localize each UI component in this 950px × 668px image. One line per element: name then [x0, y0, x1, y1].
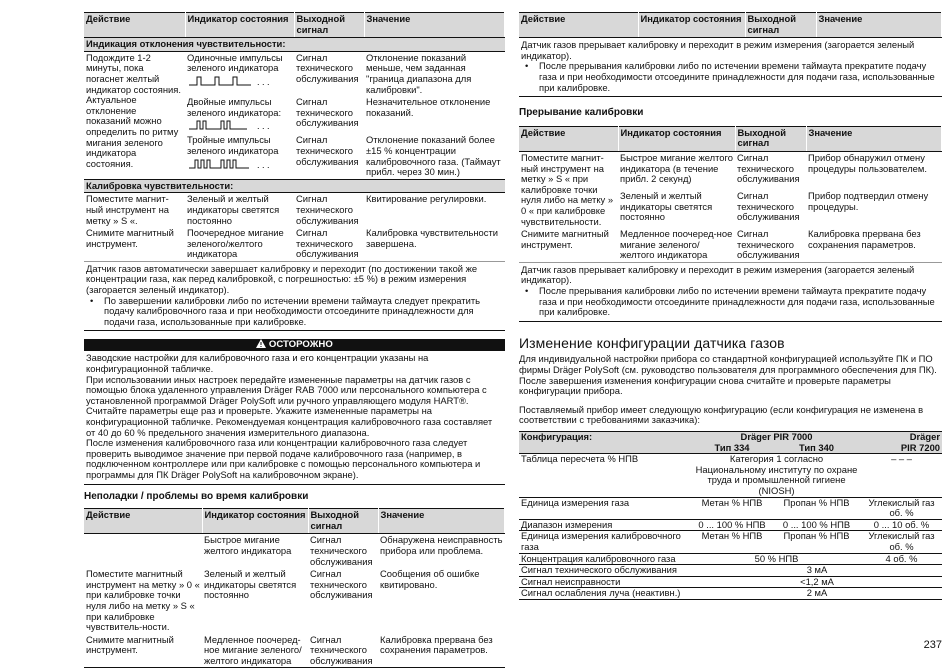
interrupt-action-3: Снимите магнитный инструмент.	[521, 228, 609, 250]
interrupt-indicator-1: Быстрое мигание желтого индикатора (в течение прибл. 2 секунд)	[620, 151, 733, 185]
cfg-c3-4: 4 об. %	[861, 553, 942, 565]
cal-action-1: Поместите магнит-ный инструмент на метку » S «.	[86, 193, 169, 226]
cal-signal-2: Сигнал технического обслуживания	[296, 227, 359, 260]
cfg-c3-0: – – –	[861, 454, 942, 497]
calibration-indication-table	[84, 12, 505, 331]
warning-paragraph-3: После изменения калибровочного газа или концентрации калибровочного газа следует проверить выводимое значение при первой подаче калибровочного газа (например, в подключенном контроллере или при калибровке с помощью персонального компьютера и программы для ПК Dräger PolySoft на калибровочном экране).	[86, 437, 481, 480]
troubles-header-signal: Выходной сигнал	[308, 509, 378, 534]
signal-1: Сигнал технического обслуживания	[296, 51, 359, 84]
troubles-meaning-2: Сообщения об ошибке квитировано.	[380, 568, 480, 590]
cfg-c1-1: Метан % НПВ	[692, 497, 772, 519]
cal-meaning-2: Калибровка чувствительности завершена.	[366, 227, 498, 249]
troubles-header-indicator: Индикатор состояния	[202, 509, 308, 534]
svg-text:. . .: . . .	[257, 159, 270, 170]
warning-header	[84, 339, 505, 351]
cont-header-indicator: Индикатор состояния	[638, 13, 745, 38]
section-calibration: Калибровка чувствительности:	[84, 179, 505, 193]
cont-note: Датчик газов прерывает калибровку и переходит в режим измерения (загорается зеленый индикатор). • После прерывания калибровки либо по истечении времени таймаута прекратите подачу газа и при необходимости отсоедините принадлежности для подачи газа, использованные при калибровке.	[519, 38, 942, 97]
config-header-spacer	[519, 443, 692, 454]
left-column	[84, 0, 505, 668]
warning-title: ОСТОРОЖНО	[268, 339, 333, 351]
cal-indicator-1: Зеленый и желтый индикаторы светятся постоянно	[187, 193, 280, 226]
config-table	[519, 431, 942, 600]
interrupt-header-signal: Выходной сигнал	[735, 126, 806, 151]
troubles-signal-2: Сигнал технического обслуживания	[310, 568, 373, 601]
right-column	[519, 0, 942, 600]
pir7200-header-b: PIR 7200	[861, 443, 942, 454]
troubles-heading: Неполадки / проблемы во время калибровки	[84, 490, 309, 502]
cal-indicator-2: Поочередное мигание зеленого/желтого индикатора	[187, 227, 284, 260]
interrupt-signal-2: Сигнал технического обслуживания	[737, 190, 800, 223]
cfg-c1-3: Метан % НПВ	[692, 531, 772, 553]
cfg-label-6: Сигнал неисправности	[519, 576, 692, 588]
cal-meaning-1: Квитирование регулировки.	[366, 193, 487, 205]
header-meaning: Значение	[364, 13, 505, 38]
header-signal: Выходной сигнал	[294, 13, 364, 38]
cfg-c3-3: Углекислый газ об. %	[861, 531, 942, 553]
cfg-label-0: Таблица пересчета % НПВ	[519, 454, 692, 497]
cont-bullet: • После прерывания калибровки либо по истечении времени таймаута прекратите подачу газа и при необходимости отсоедините принадлежности для подачи газа, использованные при калибровке.	[535, 61, 940, 93]
interrupt-header-action: Действие	[519, 126, 618, 151]
cfg-c2-1: Пропан % НПВ	[772, 497, 861, 519]
cal-signal-1: Сигнал технического обслуживания	[296, 193, 359, 226]
interrupt-signal-1: Сигнал технического обслуживания	[737, 151, 800, 185]
interrupt-header-indicator: Индикатор состояния	[618, 126, 735, 151]
config-heading: Изменение конфигурации датчика газов	[519, 334, 785, 351]
meaning-1: Отклонение показаний меньше, чем заданная "граница диапазона для калибровки".	[366, 51, 472, 95]
pir7000-header: Dräger PIR 7000	[692, 432, 861, 443]
interrupt-header-meaning: Значение	[806, 126, 942, 151]
cfg-all-5: 3 мА	[692, 565, 942, 577]
cfg-c3-2: 0 ... 10 об. %	[861, 519, 942, 531]
type340-header: Тип 340	[772, 443, 861, 454]
double-pulse-icon	[187, 119, 292, 131]
single-pulse-icon	[187, 75, 292, 87]
calibration-note: Датчик газов автоматически завершает калибровку и переходит (по достижении такой же концентрации газа, как перед калибровкой, с погрешностью: ±5 %) в режим измерения (загорается зеленый индикатор). • По завершении калибровки либо по истечении времени таймаута следует прекратить подачу калибровочного газа и при необходимости отсоедините принадлежности для подачи газа, использованные при калибровке.	[84, 261, 505, 331]
troubles-indicator-2: Зеленый и желтый индикаторы светятся постоянно	[204, 568, 297, 601]
troubles-indicator-1: Быстрое мигание желтого индикатора	[204, 534, 292, 556]
svg-text:. . .: . . .	[257, 76, 270, 87]
meaning-3: Отклонение показаний более ±15 % концентрации калибровочного газа. (Таймаут прибл. через 30 мин.)	[366, 134, 501, 178]
cfg-label-2: Диапазон измерения	[519, 519, 692, 531]
cfg-label-5: Сигнал технического обслуживания	[519, 565, 692, 577]
header-indicator: Индикатор состояния	[185, 13, 294, 38]
triple-pulse-icon	[187, 158, 292, 170]
config-paragraph-2: Поставляемый прибор имеет следующую конфигурацию (если конфигурация не изменена в соответствии с требованиями заказчика):	[519, 403, 924, 426]
header-action: Действие	[84, 13, 185, 38]
type334-header: Тип 334	[692, 443, 772, 454]
calibration-bullet: • По завершении калибровки либо по истечении времени таймаута следует прекратить подачу калибровочного газа и при необходимости отсоедините принадлежности для подачи газа, использованные при калибровке.	[100, 296, 503, 328]
troubles-meaning-3: Калибровка прервана без сохранения параметров.	[380, 633, 493, 656]
troubles-meaning-1: Обнаружена неисправность прибора или проблема.	[380, 534, 503, 556]
cfg-label-1: Единица измерения газа	[519, 497, 692, 519]
cont-header-signal: Выходной сигнал	[745, 13, 816, 38]
continued-table	[519, 12, 942, 97]
troubles-header-meaning: Значение	[378, 509, 505, 534]
cfg-c2-3: Пропан % НПВ	[772, 531, 861, 553]
interrupt-table	[519, 126, 942, 322]
interrupt-indicator-3: Медленное поочеред-ное мигание зеленого/ желтого индикатора	[620, 228, 733, 261]
interrupt-note: Датчик газов прерывает калибровку и переходит в режим измерения (загорается зеленый индикатор). • После прерывания калибровки либо по истечении времени таймаута прекратите подачу газа и при необходимости отсоедините принадлежности для подачи газа, использованные при калибровке.	[519, 262, 942, 321]
section-deviation: Индикация отклонения чувствительности:	[84, 38, 505, 52]
troubles-indicator-3: Медленное поочеред-ное мигание зеленого/ желтого индикатора	[204, 633, 302, 666]
warning-paragraph-2: При использовании иных настроек передайте измененные параметры на датчик газов с помощью блока удаленного управления Dräger RAB 7000 или персонального компьютера с установленной программой Dräger PolySoft или ручного управляющего модуля HART®. Считайте параметры еще раз и проверьте. Укажите измененные параметры на конфигурационной табличке. Рекомендуемая концентрация калибровочного газа составляет от 40 до 60 % предельного значения измерительного диапазона.	[86, 373, 493, 438]
interrupt-meaning-2: Прибор подтвердил отмену процедуры.	[808, 190, 929, 212]
cfg-merged-4: 50 % НПВ	[692, 553, 861, 565]
interrupt-heading: Прерывание калибровки	[519, 107, 644, 119]
pir7200-header-a: Dräger	[861, 432, 942, 443]
troubles-signal-1: Сигнал технического обслуживания	[310, 534, 373, 567]
interrupt-signal-3: Сигнал технического обслуживания	[737, 228, 800, 261]
cfg-label-4: Концентрация калибровочного газа	[519, 553, 692, 565]
svg-text:. . .: . . .	[257, 121, 270, 132]
troubles-action-1	[84, 534, 202, 568]
signal-3: Сигнал технического обслуживания	[296, 134, 359, 167]
warning-triangle-icon	[256, 339, 266, 348]
troubles-header-action: Действие	[84, 509, 202, 534]
cont-header-meaning: Значение	[816, 13, 942, 38]
cal-action-2: Снимите магнитный инструмент.	[86, 227, 174, 249]
indicator-double-pulse: Двойные импульсы зеленого индикатора: . . .	[185, 96, 294, 134]
interrupt-indicator-2: Зеленый и желтый индикаторы светятся постоянно	[620, 190, 713, 223]
troubles-action-3: Снимите магнитный инструмент.	[86, 633, 174, 656]
cfg-all-6: <1,2 мА	[692, 576, 942, 588]
indicator-single-pulse: Одиночные импульсы зеленого индикатора . . .	[185, 51, 294, 96]
cfg-c3-1: Углекислый газ об. %	[861, 497, 942, 519]
cont-header-action: Действие	[519, 13, 638, 38]
interrupt-meaning-1: Прибор обнаружил отмену процедуры пользователем.	[808, 151, 927, 174]
troubles-action-2: Поместите магнитный инструмент на метку » 0 « при калибровке точки нуля либо на метку » S « при калибровке чувствитель-ности.	[86, 568, 200, 633]
config-label-header: Конфигурация:	[519, 432, 692, 443]
meaning-2: Незначительное отклонение показаний.	[366, 96, 491, 118]
cfg-c2-2: 0 ... 100 % НПВ	[772, 519, 861, 531]
warning-paragraph-1: Заводские настройки для калибровочного газа и его концентрации указаны на конфигурационной табличке.	[86, 352, 429, 375]
cfg-merged-0: Категория 1 согласно Национальному институту по охране труда и промышленной гигиене (NIOSH)	[692, 454, 861, 497]
interrupt-meaning-3: Калибровка прервана без сохранения параметров.	[808, 228, 921, 250]
troubles-table	[84, 508, 505, 668]
cfg-all-7: 2 мА	[692, 588, 942, 600]
interrupt-bullet: • После прерывания калибровки либо по истечении времени таймаута прекратите подачу газа и при необходимости отсоедините принадлежности для подачи газа, использованные при калибровке.	[535, 286, 940, 318]
cfg-c1-2: 0 ... 100 % НПВ	[692, 519, 772, 531]
signal-2: Сигнал технического обслуживания	[296, 96, 359, 129]
config-paragraph-1: Для индивидуальной настройки прибора со стандартной конфигурацией используйте ПК и ПО фирмы Dräger PolySoft (см. руководство пользователя для программного обеспечения для ПК). После завершения изменения конфигурации снова считайте и проверьте параметры конфигурации прибора.	[519, 353, 937, 397]
troubles-signal-3: Сигнал технического обслуживания	[310, 633, 373, 666]
cfg-label-7: Сигнал ослабления луча (неактивн.)	[519, 588, 692, 600]
page-number: 237	[923, 639, 942, 651]
cfg-label-3: Единица измерения калибровочного газа	[519, 531, 692, 553]
warning-box	[84, 339, 505, 484]
indicator-triple-pulse: Тройные импульсы зеленого индикатора . . .	[185, 134, 294, 179]
deviation-action: Подождите 1-2 минуты, пока погаснет желтый индикатор состояния. Актуальное отклонение показаний можно определить по ритму мигания зеленого индикатора состояния.	[86, 51, 181, 169]
interrupt-action-1: Поместите магнит-ный инструмент на метку » S « при калибровке точки нуля либо на метку » 0 « при калибровке чувствительности.	[521, 151, 614, 227]
